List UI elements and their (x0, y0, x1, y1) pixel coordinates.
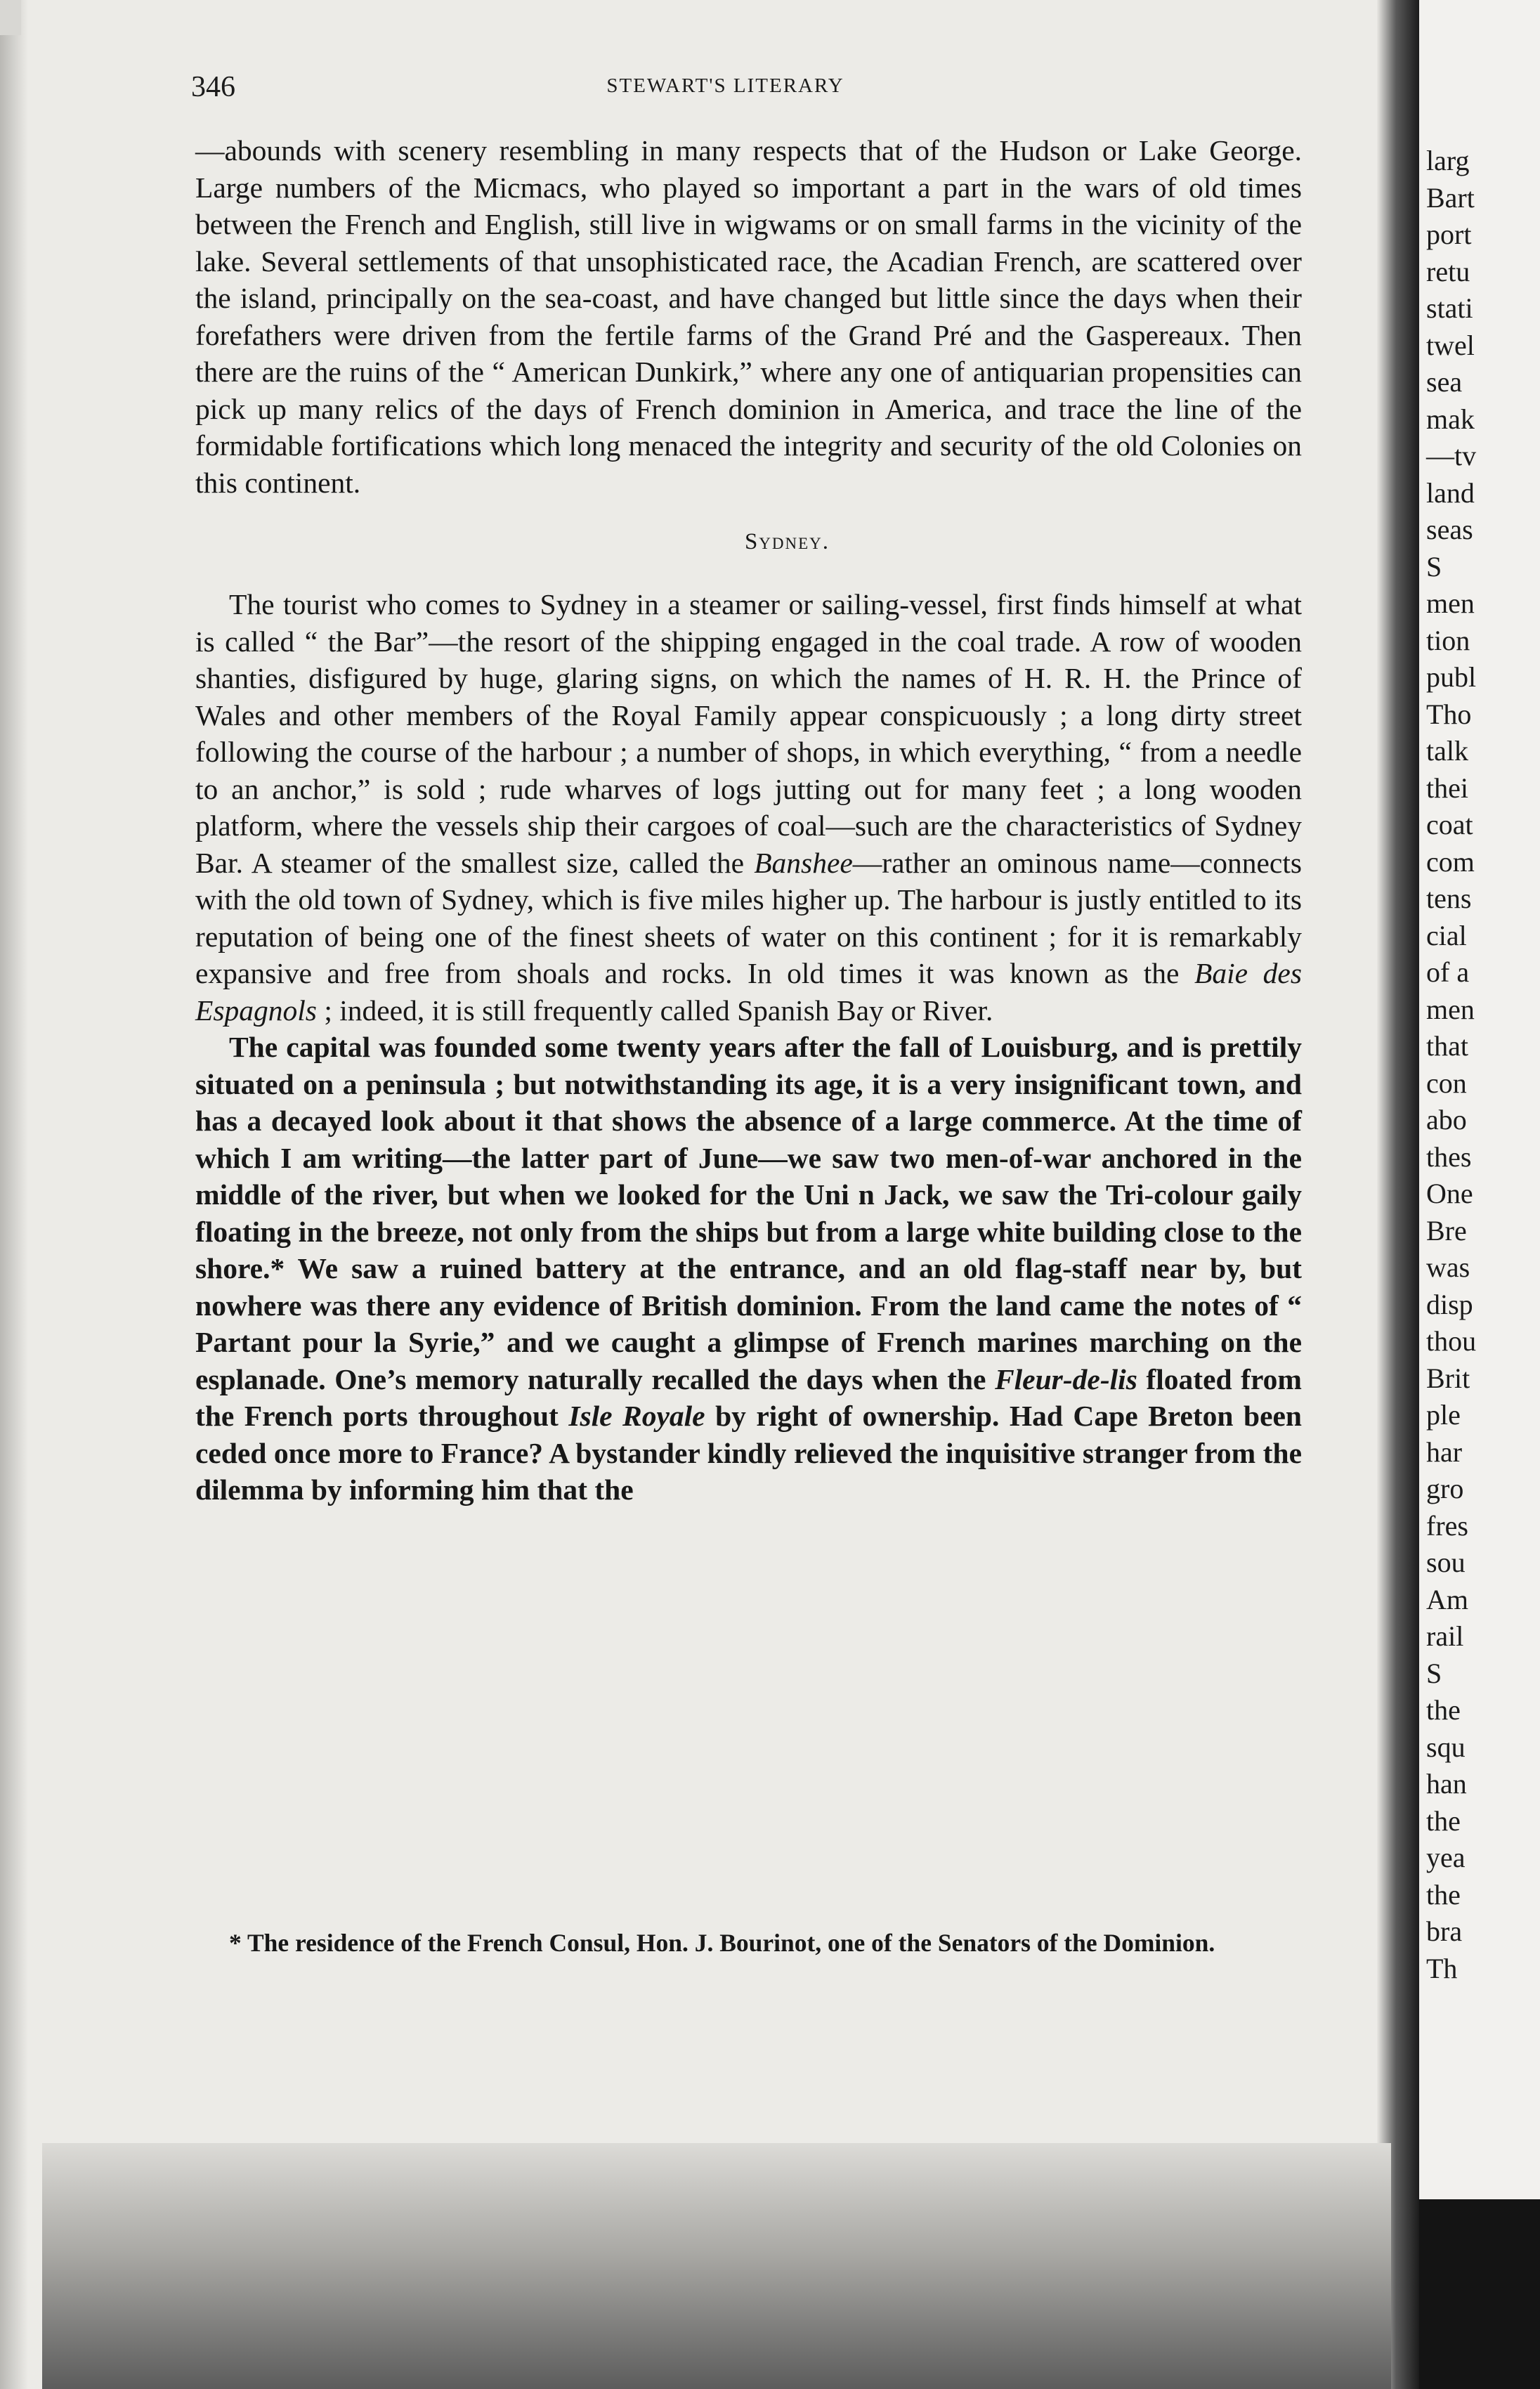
facing-page-line: the (1426, 1878, 1461, 1910)
section-heading: Sydney. (744, 529, 830, 554)
facing-page-line: com (1426, 845, 1475, 878)
facing-page-line: har (1426, 1436, 1463, 1468)
facing-page-line: Brit (1426, 1362, 1470, 1394)
facing-page-line: Tho (1426, 698, 1472, 730)
facing-page-line: twel (1426, 329, 1475, 361)
paragraph-sydney-bar (195, 586, 1302, 1029)
facing-page-line: Am (1426, 1583, 1468, 1615)
facing-page-line: land (1426, 476, 1475, 509)
facing-page-line: port (1426, 219, 1472, 250)
page-corner-mark (0, 0, 21, 35)
italic-island-name: Isle Royale (568, 1400, 705, 1432)
italic-emblem-name: Fleur-de-lis (994, 1362, 1137, 1395)
italic-ship-name: Banshee (754, 846, 853, 879)
paragraph-continued: —abounds with scenery resembling in many respects that of the Hudson or Lake George. Large numbers of the Micmacs, who played so important a part in the wars of old times between the French and English, still live in wigwams or on small farms in the vicinity of the lake. Several settlements of that unsophisticated race, the Acadian French, are scattered over the island, principally on the sea-coast, and have changed but little since the days when their forefathers were driven from the fertile farms of the Grand Pré and the Gaspereaux. Then there are the ruins of the “ American Dunkirk,” where any one of antiquarian propensities can pick up many relics of the days of French dominion in America, and trace the line of the formidable fortifications which long menaced the integrity and security of the old Colonies on this continent. (195, 134, 1302, 499)
text-run: The capital was founded some twenty years after the fall of Louisburg, and is prettily situated on a peninsula ; but notwithstanding its age, it is a very insignificant town, and has a decayed look about it that shows the absence of a large commerce. At the time of which I am writing—the latter part of June—we saw two men-of-war anchored in the middle of the river, but when we looked for the Uni n Jack, we saw the Tri-colour gaily floating in the breeze, not only from the ships but from a large white building close to the shore.* We saw a ruined battery at the entrance, and an old flag-staff near by, but nowhere was there any evidence of British dominion. From the land came the notes of “ Partant pour la Syrie,” and we caught a glimpse of French marines marching on the esplanade. One’s memory naturally recalled the days when the (195, 1031, 1302, 1395)
facing-page-line: han (1426, 1768, 1467, 1799)
text-run: floated from the French ports throughout (195, 1362, 1302, 1432)
text-run: by right of ownership. Had Cape Breton been ceded once more to France? A bystander kindly relieved the inquisitive stranger from the dilemma by informing him that the (195, 1400, 1302, 1506)
facing-page-line: thes (1426, 1140, 1472, 1173)
facing-page-line: sea (1426, 366, 1463, 398)
paragraph-capital (195, 1029, 1302, 1509)
facing-page-line: fres (1426, 1509, 1468, 1542)
facing-page-line: that (1426, 1030, 1468, 1062)
facing-page-line: men (1426, 587, 1475, 619)
facing-page-line: Bre (1426, 1214, 1467, 1246)
facing-page-line: rail (1426, 1620, 1464, 1652)
facing-page-line: men (1426, 993, 1475, 1025)
facing-page-line: squ (1426, 1731, 1466, 1763)
facing-page-line: of a (1426, 956, 1470, 988)
facing-page-line: One (1426, 1178, 1473, 1209)
facing-page-line: bra (1426, 1915, 1463, 1947)
facing-page-line: coat (1426, 809, 1473, 840)
text-run: —rather an ominous name—connects with the old town of Sydney, which is five miles higher up. The harbour is justly entitled to its reputation of being one of the finest sheets of water on this continent ; for it is remarkably expansive and free from shoals and rocks. In old times it was known as the (195, 846, 1302, 989)
facing-page-line: thei (1426, 772, 1468, 804)
facing-page-line: the (1426, 1804, 1461, 1837)
facing-page-line: thou (1426, 1325, 1477, 1357)
book-gutter (1377, 0, 1419, 2389)
running-head: STEWART'S LITERARY (606, 74, 844, 97)
facing-page-line: publ (1426, 661, 1477, 693)
facing-page-line: sou (1426, 1547, 1466, 1578)
facing-page-line: tion (1426, 624, 1470, 656)
page-number: 346 (191, 71, 235, 103)
facing-page-line: —tv (1426, 440, 1477, 471)
facing-page-line: yea (1426, 1842, 1466, 1873)
facing-page-line: mak (1426, 403, 1475, 435)
facing-page-line: talk (1426, 735, 1468, 767)
facing-page-line: seas (1426, 514, 1473, 545)
text-column (195, 132, 1302, 1509)
text-run: The tourist who comes to Sydney in a steamer or sailing-vessel, first finds himself at what is called “ the Bar”—the resort of the shipping engaged in the coal trade. A row of wooden shanties, disfigured by huge, glaring signs, on which the names of H. R. H. the Prince of Wales and other members of the Royal Family appear conspicuously ; a long dirty street following the course of the harbour ; a number of shops, in which everything, “ from a needle to an anchor,” is sold ; rude wharves of logs jutting out for many feet ; a long wooden platform, where the vessels ship their cargoes of coal—such are the characteristics of Sydney Bar. A steamer of the smallest size, called the (195, 588, 1302, 879)
italic-place-name: Baie des Espagnols (195, 957, 1302, 1027)
facing-page-line: abo (1426, 1104, 1467, 1135)
footnote: * The residence of the French Consul, Hon. J. Bourinot, one of the Senators of the Dominion. (229, 1929, 1215, 1957)
facing-page-line: retu (1426, 255, 1470, 287)
facing-page-line: cial (1426, 919, 1467, 951)
facing-page-line: the (1426, 1694, 1461, 1726)
text-run: ; indeed, it is still frequently called Spanish Bay or River. (316, 994, 993, 1027)
facing-page-line: con (1426, 1067, 1467, 1099)
facing-page-line: Bart (1426, 181, 1475, 214)
facing-page-line: disp (1426, 1288, 1473, 1320)
facing-page-line: stati (1426, 292, 1473, 324)
facing-page-line: Th (1426, 1952, 1458, 1984)
page-edge-shadow (0, 0, 28, 2389)
facing-page-line: was (1426, 1251, 1470, 1283)
facing-page-line: S (1426, 1657, 1442, 1689)
facing-page-line: tens (1426, 883, 1472, 914)
facing-page-line: gro (1426, 1473, 1464, 1504)
facing-page-line: larg (1426, 145, 1470, 176)
facing-page-line: ple (1426, 1399, 1461, 1431)
facing-page-line: S (1426, 550, 1442, 582)
page-bottom-shadow (42, 2143, 1391, 2389)
